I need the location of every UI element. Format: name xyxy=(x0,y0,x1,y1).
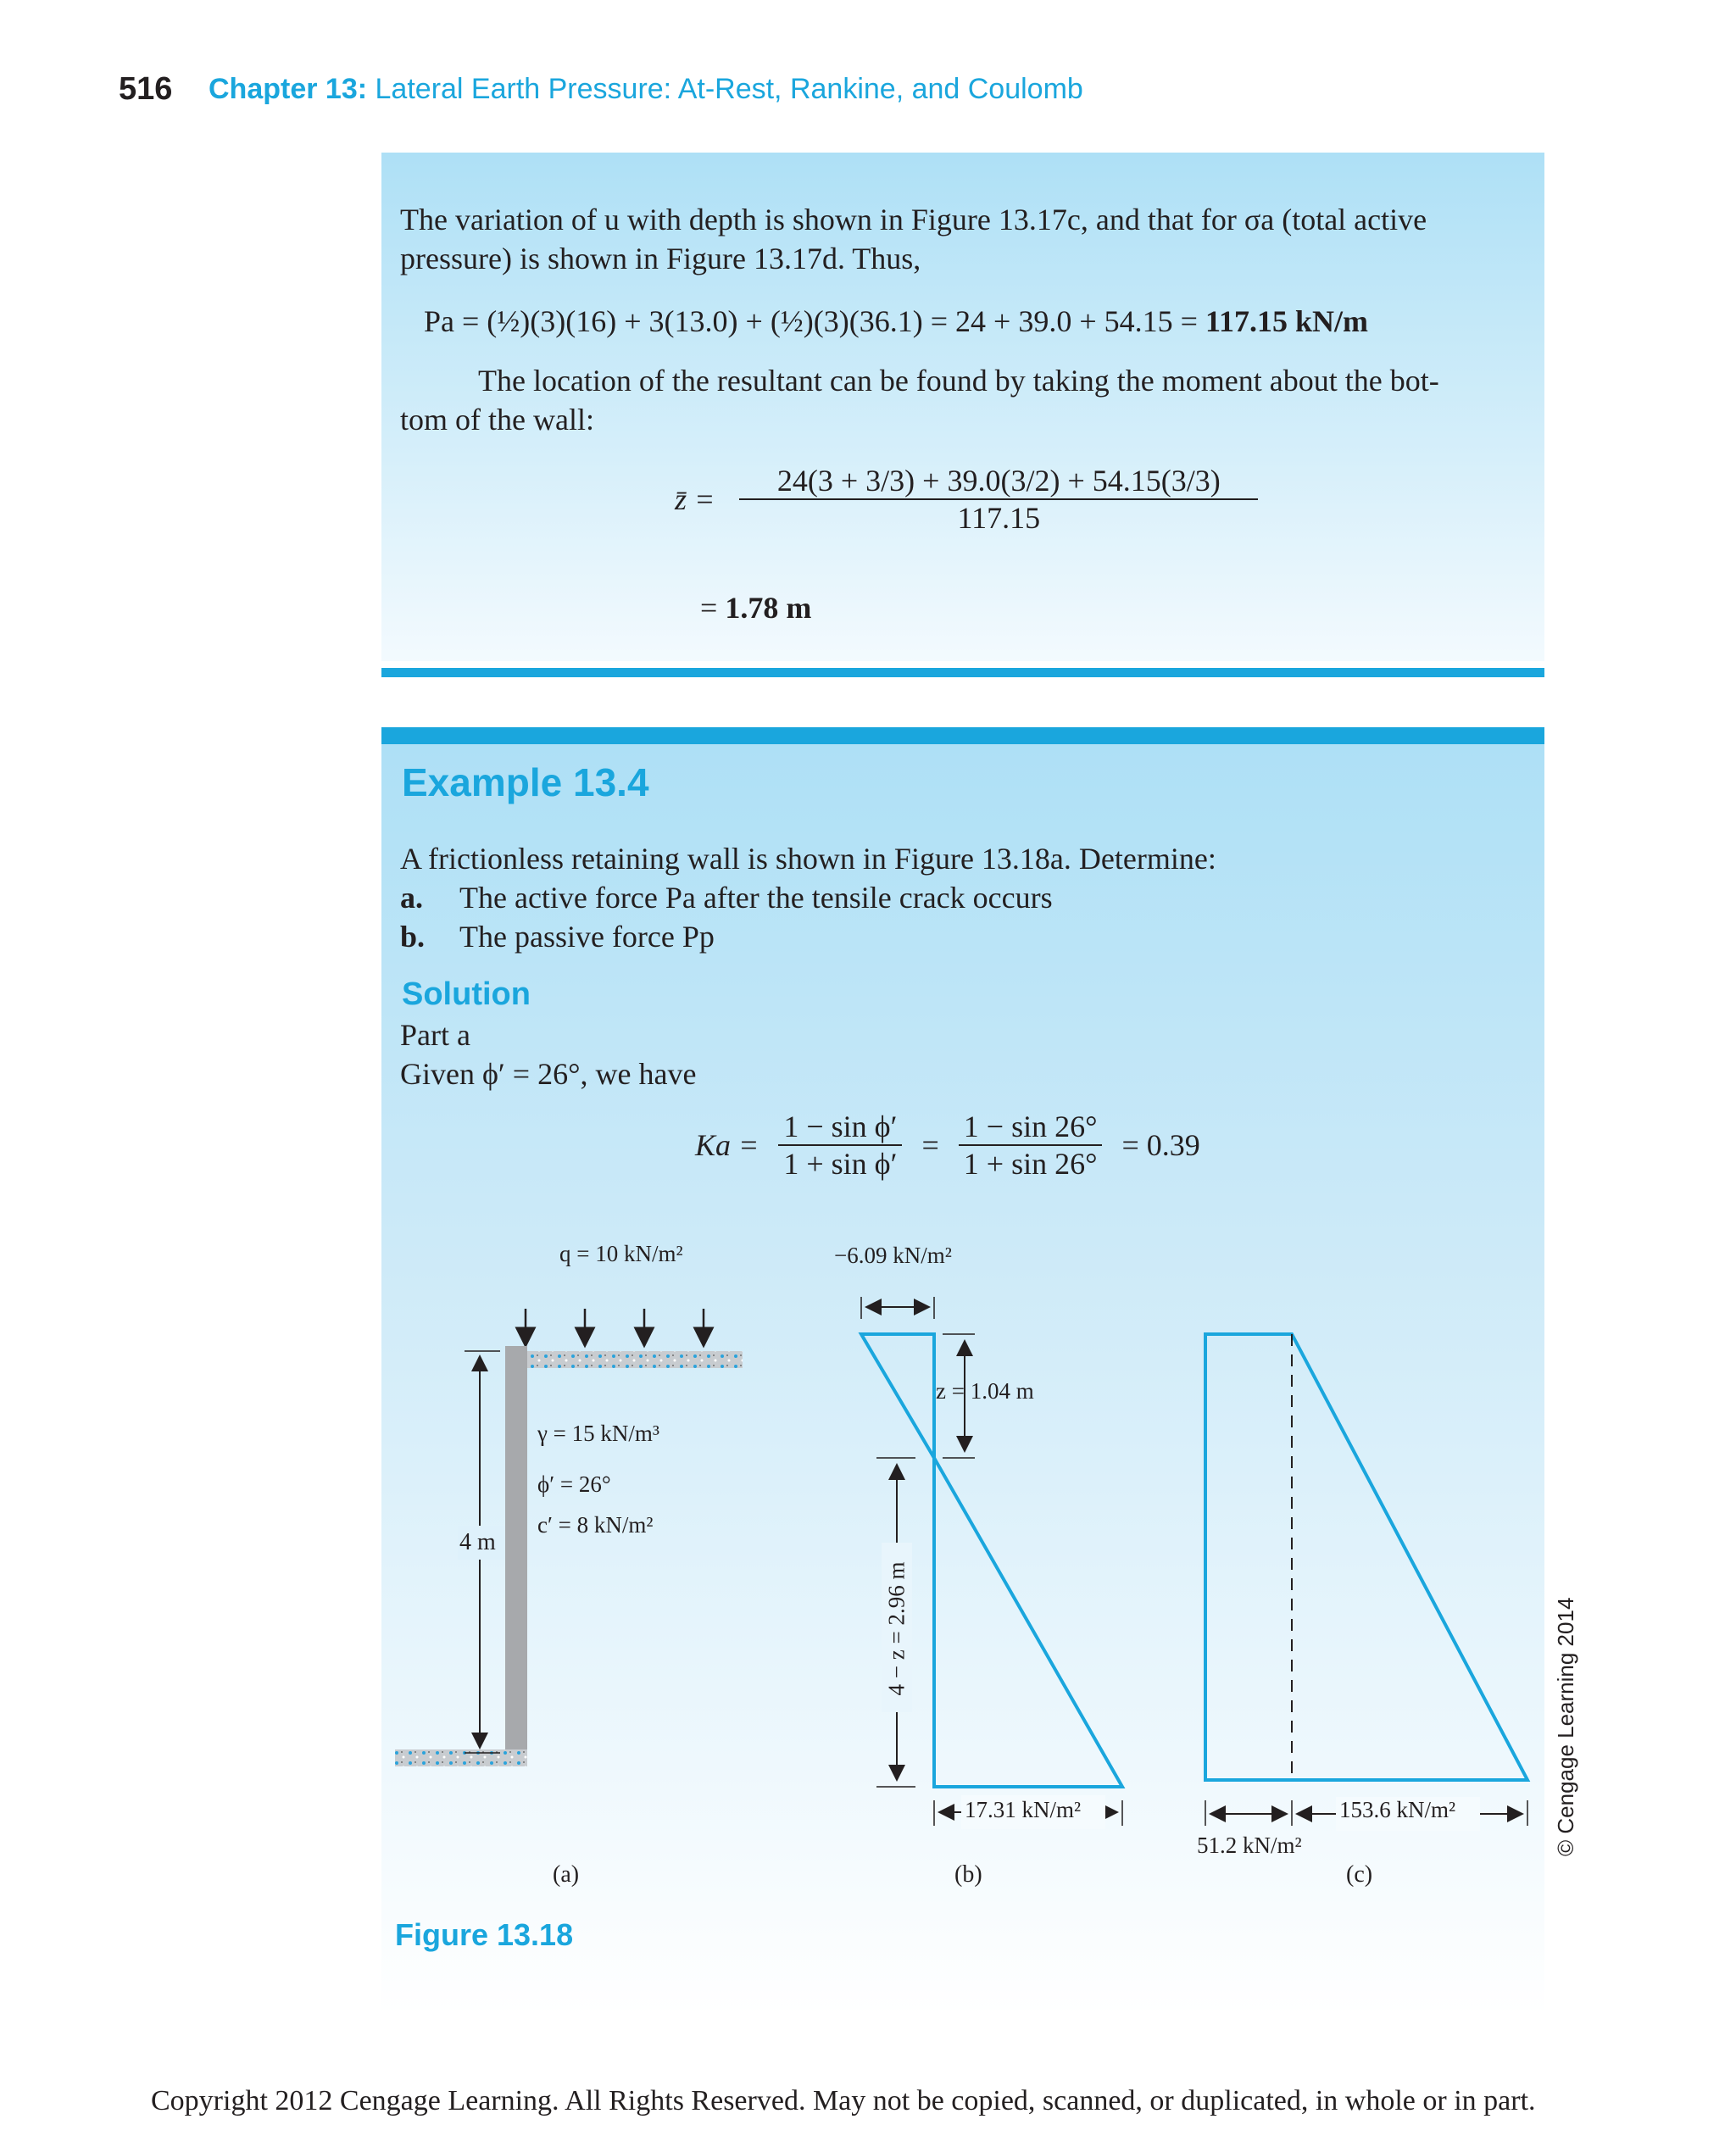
ka-fraction-2-num: 1 − sin 26° xyxy=(959,1109,1103,1146)
paragraph-2-line-1: The location of the resultant can be found by taking the moment about the bot- xyxy=(478,364,1439,398)
crack-depth-label: z = 1.04 m xyxy=(936,1378,1034,1404)
page-number: 516 xyxy=(119,71,173,107)
retaining-wall xyxy=(505,1346,527,1765)
image-credit: © Cengage Learning 2014 xyxy=(1553,1597,1578,1856)
paragraph-1-line-1: The variation of u with depth is shown in Figure 13.17c, and that for σa (total active xyxy=(400,203,1427,236)
example-intro: A frictionless retaining wall is shown in Figure 13.18a. Determine: xyxy=(400,842,1216,876)
top-pressure-label: −6.09 kN/m² xyxy=(834,1243,952,1268)
item-a-text: The active force Pa after the tensile crack occurs xyxy=(459,881,1053,915)
ka-fraction-1-den: 1 + sin ϕ′ xyxy=(783,1147,898,1181)
ka-lhs: Ka = xyxy=(695,1128,760,1162)
label-c: (c) xyxy=(1346,1861,1373,1888)
label-a: (a) xyxy=(553,1861,580,1888)
chapter-label: Chapter 13: xyxy=(209,73,368,105)
ka-fraction-1-num: 1 − sin ϕ′ xyxy=(778,1109,902,1146)
zbar-symbol: z̄ = xyxy=(675,482,715,516)
passive-tri-label: 153.6 kN/m² xyxy=(1339,1797,1456,1822)
zbar-denominator: 117.15 xyxy=(957,501,1041,535)
tension-zone xyxy=(861,1334,934,1458)
backfill-surface xyxy=(526,1351,743,1368)
ka-equals: = xyxy=(921,1128,939,1162)
zbar-result: 1.78 m xyxy=(725,591,812,625)
bottom-pressure-label: 17.31 kN/m² xyxy=(965,1797,1082,1822)
copyright-notice: Copyright 2012 Cengage Learning. All Rights Reserved. May not be copied, scanned, or duplicated, in whole or in part. xyxy=(151,2085,1536,2116)
figure-caption: Figure 13.18 xyxy=(395,1917,574,1952)
pa-equation-body: Pa = (½)(3)(16) + 3(13.0) + (½)(3)(36.1) = 24 + 39.0 + 54.15 = xyxy=(424,304,1205,338)
passive-pressure-diagram xyxy=(1205,1334,1527,1831)
ka-result: = 0.39 xyxy=(1121,1128,1200,1162)
ka-fraction-2-den: 1 + sin 26° xyxy=(963,1147,1098,1181)
paragraph-1-line-2: pressure) is shown in Figure 13.17d. Thus, xyxy=(400,242,921,275)
paragraph-2-line-2: tom of the wall: xyxy=(400,403,594,437)
friction-angle-label: ϕ′ = 26° xyxy=(537,1471,611,1497)
cohesion-label: c′ = 8 kN/m² xyxy=(537,1512,654,1538)
unit-weight-label: γ = 15 kN/m³ xyxy=(537,1421,660,1446)
zbar-numerator: 24(3 + 3/3) + 39.0(3/2) + 54.15(3/3) xyxy=(739,463,1258,500)
active-pressure-triangle xyxy=(934,1458,1122,1787)
remaining-depth-label: 4 − z = 2.96 m xyxy=(883,1561,910,1696)
passive-pressure-trapezoid xyxy=(1205,1334,1527,1780)
chapter-title: Lateral Earth Pressure: At-Rest, Rankine, and Coulomb xyxy=(375,73,1083,105)
solution-heading: Solution xyxy=(402,976,531,1012)
example-title: Example 13.4 xyxy=(402,760,649,804)
base-soil xyxy=(395,1749,527,1766)
wall-height-label: 4 m xyxy=(459,1529,496,1555)
part-a-label: Part a xyxy=(400,1018,470,1052)
item-b-label: b. xyxy=(400,920,426,954)
given-text: Given ϕ′ = 26°, we have xyxy=(400,1057,697,1091)
item-a-label: a. xyxy=(400,881,423,915)
item-b-text: The passive force Pp xyxy=(459,920,715,954)
surcharge-label: q = 10 kN/m² xyxy=(559,1241,683,1266)
pa-equation-result: 117.15 kN/m xyxy=(1205,304,1368,338)
zbar-result-line: = 1.78 m xyxy=(700,591,812,625)
passive-const-label: 51.2 kN/m² xyxy=(1197,1833,1302,1858)
label-b: (b) xyxy=(954,1861,982,1888)
